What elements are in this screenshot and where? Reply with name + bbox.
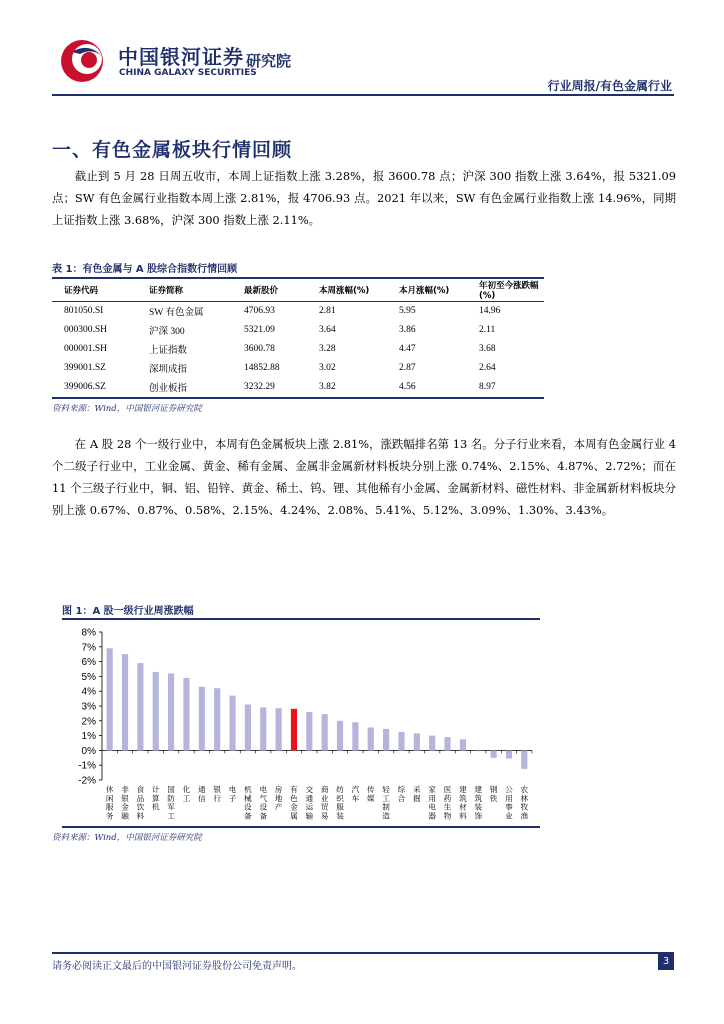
x-tick-label: 务 <box>105 811 114 821</box>
x-tick-label: 易 <box>320 811 329 821</box>
x-tick-label: 纺 <box>336 785 344 794</box>
x-tick-label: 信 <box>198 793 206 803</box>
x-tick-label: 交 <box>305 785 314 794</box>
x-tick-label: 品 <box>136 793 145 803</box>
table-row <box>52 359 544 378</box>
table-header-cell: 本月涨幅(%) <box>387 279 467 302</box>
y-tick-label: 4% <box>81 686 96 698</box>
logo-institute: 研究院 <box>246 52 292 70</box>
x-tick-label: 钢 <box>489 785 498 794</box>
figure-title: 图 1：A 股一级行业周涨跌幅 <box>62 606 194 617</box>
document-type: 行业周报/有色金属行业 <box>547 79 672 93</box>
footer-divider <box>52 952 674 954</box>
table-cell: 3.02 <box>319 363 336 373</box>
y-tick-label: 3% <box>81 701 96 713</box>
table-header-cell: 证券简称 <box>137 279 232 302</box>
x-tick-label: 药 <box>443 793 452 803</box>
x-tick-label: 媒 <box>366 793 375 803</box>
table-header-cell: 本周涨幅(%) <box>307 279 387 302</box>
x-tick-label: 银 <box>121 793 129 803</box>
x-tick-label: 地 <box>274 793 283 803</box>
table-cell: 8.97 <box>479 382 496 392</box>
x-tick-label: 铁 <box>489 793 498 803</box>
galaxy-logo-icon <box>58 38 108 84</box>
x-tick-label: 业 <box>320 793 329 803</box>
table-header-cell: 年初至今涨跌幅(%) <box>467 279 544 302</box>
table-cell: 3232.29 <box>244 382 275 392</box>
paragraph-industry-analysis: 在 A 股 28 个一级行业中，本周有色金属板块上涨 2.81%，涨跌幅排名第 13 名。分子行业来看，本周有色金属行业 4 个二级子行业中，工业金属、黄金、稀有金属、金属非金属新材料板块分别上涨 0.74%、2.15%、4.87%、2.72%；而在 11 个三级子行业中，铜、铝、铅锌、黄金、稀土、钨、锂、其他稀有小金属、金属新材料、磁性材料、非金属新材料板块分别上涨 0.67%、0.87%、0.58%、2.15%、4.24%、2.08%、5.41%、5.12%、3.09%、1.30%、3.43%。 <box>52 437 676 517</box>
x-tick-label: 服 <box>105 802 114 812</box>
x-tick-label: 设 <box>244 802 252 812</box>
x-tick-label: 生 <box>443 802 452 812</box>
x-tick-label: 装 <box>336 811 344 821</box>
y-tick-label: 5% <box>81 671 96 683</box>
company-logo <box>58 38 308 84</box>
x-tick-label: 产 <box>274 802 283 812</box>
bar <box>352 722 358 750</box>
bar <box>122 654 128 750</box>
bar <box>137 663 143 750</box>
industry-weekly-change-chart <box>62 622 540 825</box>
table-cell: 2.64 <box>479 363 496 373</box>
table-cell: 3.64 <box>319 325 336 335</box>
x-tick-label: 筑 <box>474 793 483 803</box>
table-row <box>52 378 544 397</box>
bar <box>291 709 297 751</box>
x-tick-label: 子 <box>228 793 237 803</box>
x-tick-label: 织 <box>336 793 344 803</box>
x-tick-label: 房 <box>274 785 283 794</box>
x-tick-label: 医 <box>443 785 452 794</box>
x-tick-label: 贸 <box>320 802 329 812</box>
bar <box>199 687 205 751</box>
x-tick-label: 家 <box>428 785 436 794</box>
x-tick-label: 备 <box>259 811 268 821</box>
y-tick-label: -1% <box>78 760 96 772</box>
bar <box>214 688 220 750</box>
x-tick-label: 汽 <box>351 785 360 794</box>
x-tick-label: 闲 <box>105 793 114 803</box>
x-tick-label: 物 <box>443 811 452 821</box>
table-cell: 3600.78 <box>244 344 275 354</box>
table-row <box>52 340 544 359</box>
y-tick-label: -2% <box>78 775 96 787</box>
x-tick-label: 备 <box>244 811 252 821</box>
bar <box>306 712 312 750</box>
table-header-cell: 最新股价 <box>232 279 307 302</box>
section-title: 一、有色金属板块行情回顾 <box>52 139 293 161</box>
x-tick-label: 建 <box>459 785 467 794</box>
x-tick-label: 食 <box>136 785 145 794</box>
figure-top-rule <box>62 618 540 620</box>
bar <box>368 727 374 750</box>
table-header-row <box>52 279 544 302</box>
table-header-cell: 证券代码 <box>52 279 137 302</box>
x-tick-label: 机 <box>151 802 160 812</box>
x-tick-label: 用 <box>428 793 436 803</box>
bar <box>322 714 328 750</box>
y-tick-label: 8% <box>81 627 96 639</box>
x-tick-label: 工 <box>382 793 390 803</box>
figure-bottom-rule <box>62 826 540 828</box>
table-cell: 创业板指 <box>149 384 188 394</box>
logo-english-name: CHINA GALAXY SECURITIES <box>119 68 257 78</box>
x-tick-label: 制 <box>382 802 390 812</box>
x-tick-label: 车 <box>351 793 360 803</box>
bar <box>444 737 450 750</box>
x-tick-label: 输 <box>305 811 314 821</box>
x-tick-label: 设 <box>259 802 268 812</box>
x-tick-label: 电 <box>259 785 268 794</box>
table-source-note: 资料来源：Wind，中国银河证券研究院 <box>52 404 202 414</box>
x-tick-label: 属 <box>290 811 298 821</box>
table-cell: 4706.93 <box>244 306 275 317</box>
y-tick-label: 2% <box>81 716 96 728</box>
bar <box>337 721 343 751</box>
x-tick-label: 电 <box>428 802 436 812</box>
x-tick-label: 金 <box>121 802 129 812</box>
x-tick-label: 料 <box>459 811 467 821</box>
table-cell: 2.11 <box>479 325 496 335</box>
bar <box>475 750 481 751</box>
y-tick-label: 6% <box>81 657 96 669</box>
x-tick-label: 色 <box>290 793 298 803</box>
x-tick-label: 造 <box>382 811 390 821</box>
bar <box>506 750 512 758</box>
x-tick-label: 牧 <box>520 802 529 812</box>
table-cell: 399001.SZ <box>64 363 106 373</box>
x-tick-label: 化 <box>182 785 191 794</box>
bar <box>276 708 282 750</box>
bar <box>414 733 420 750</box>
table-cell: 2.81 <box>319 306 336 317</box>
table-cell: 14852.88 <box>244 363 280 373</box>
table-cell: 4.56 <box>399 382 416 392</box>
x-tick-label: 材 <box>459 802 467 812</box>
y-tick-label: 0% <box>81 745 96 757</box>
table-cell: 深圳成指 <box>149 365 188 375</box>
x-tick-label: 运 <box>305 802 314 812</box>
table-cell: 3.28 <box>319 344 336 354</box>
page-number: 3 <box>658 954 674 970</box>
table-cell: 5321.09 <box>244 325 275 335</box>
x-tick-label: 算 <box>151 793 160 803</box>
x-tick-label: 工 <box>167 811 175 821</box>
x-tick-label: 有 <box>290 785 298 794</box>
x-tick-label: 综 <box>397 785 406 794</box>
x-tick-label: 农 <box>520 785 529 794</box>
x-tick-label: 军 <box>167 802 175 812</box>
figure-source-note: 资料来源：Wind，中国银河证券研究院 <box>52 833 202 843</box>
x-tick-label: 国 <box>167 785 175 794</box>
bar <box>168 673 174 750</box>
x-tick-label: 工 <box>182 793 191 803</box>
index-table <box>52 277 544 399</box>
x-tick-label: 业 <box>505 811 513 821</box>
table-row <box>52 302 544 321</box>
bar <box>383 729 389 750</box>
table-cell: 000001.SH <box>64 344 108 354</box>
x-tick-label: 械 <box>244 793 252 803</box>
x-tick-label: 器 <box>428 811 436 821</box>
bar <box>183 678 189 751</box>
table-cell: 沪深 300 <box>149 327 185 337</box>
x-tick-label: 休 <box>105 785 114 794</box>
x-tick-label: 饮 <box>136 802 145 812</box>
x-tick-label: 掘 <box>413 793 421 803</box>
bar <box>245 705 251 751</box>
bar <box>521 750 527 769</box>
x-tick-label: 渔 <box>520 811 529 821</box>
x-tick-label: 计 <box>151 785 160 794</box>
x-tick-label: 采 <box>413 785 421 794</box>
table-cell: 14.96 <box>479 306 501 317</box>
table-cell: 2.87 <box>399 363 416 373</box>
x-tick-label: 合 <box>397 793 406 803</box>
bar <box>153 672 159 750</box>
table-row <box>52 321 544 340</box>
table-cell: 3.86 <box>399 325 416 335</box>
bar <box>460 739 466 750</box>
x-tick-label: 公 <box>505 785 513 794</box>
table-title: 表 1：有色金属与 A 股综合指数行情回顾 <box>52 264 238 275</box>
header-divider <box>52 94 674 96</box>
x-tick-label: 行 <box>213 793 221 803</box>
footer-disclaimer: 请务必阅读正文最后的中国银河证券股份公司免责声明。 <box>52 961 302 972</box>
table-cell: 上证指数 <box>149 346 188 356</box>
x-tick-label: 林 <box>520 793 529 803</box>
x-tick-label: 银 <box>213 785 221 794</box>
x-tick-label: 事 <box>505 802 513 812</box>
x-tick-label: 服 <box>336 802 344 812</box>
table-cell: SW 有色金属 <box>149 308 204 319</box>
x-tick-label: 饰 <box>474 811 483 821</box>
logo-chinese-name: 中国银河证券 <box>118 45 244 69</box>
x-tick-label: 料 <box>136 811 145 821</box>
x-tick-label: 非 <box>121 785 129 794</box>
table-cell: 5.95 <box>399 306 416 317</box>
bar <box>260 707 266 750</box>
x-tick-label: 筑 <box>459 793 467 803</box>
x-tick-label: 用 <box>505 793 513 803</box>
y-tick-label: 1% <box>81 731 96 743</box>
bar <box>429 736 435 751</box>
x-tick-label: 传 <box>366 785 375 794</box>
y-tick-label: 7% <box>81 642 96 654</box>
x-tick-label: 通 <box>198 785 206 794</box>
x-tick-label: 商 <box>320 785 329 794</box>
x-tick-label: 建 <box>474 785 483 794</box>
table-cell: 4.47 <box>399 344 416 354</box>
x-tick-label: 气 <box>259 793 268 803</box>
table-cell: 3.68 <box>479 344 496 354</box>
x-tick-label: 金 <box>290 802 298 812</box>
x-tick-label: 通 <box>305 793 314 803</box>
bar <box>398 732 404 751</box>
x-tick-label: 轻 <box>382 785 390 794</box>
x-tick-label: 装 <box>474 802 483 812</box>
paragraph-market-review: 截止到 5 月 28 日周五收市，本周上证指数上涨 3.28%，报 3600.78 点；沪深 300 指数上涨 3.64%，报 5321.09 点；SW 有色金属行业指数本周上涨 2.81%，报 4706.93 点。2021 年以来，SW 有色金属行业指数上涨 14.96%，同期上证指数上涨 3.68%，沪深 300 指数上涨 2.11%。 <box>52 169 676 227</box>
bar <box>491 750 497 757</box>
table-cell: 399006.SZ <box>64 382 106 392</box>
bar <box>107 648 113 750</box>
table-cell: 3.82 <box>319 382 336 392</box>
bar <box>229 696 235 751</box>
table-cell: 801050.SI <box>64 306 104 317</box>
x-tick-label: 融 <box>121 811 129 821</box>
x-tick-label: 防 <box>167 793 175 803</box>
x-tick-label: 电 <box>228 785 237 794</box>
x-tick-label: 机 <box>244 785 252 794</box>
table-cell: 000300.SH <box>64 325 108 335</box>
